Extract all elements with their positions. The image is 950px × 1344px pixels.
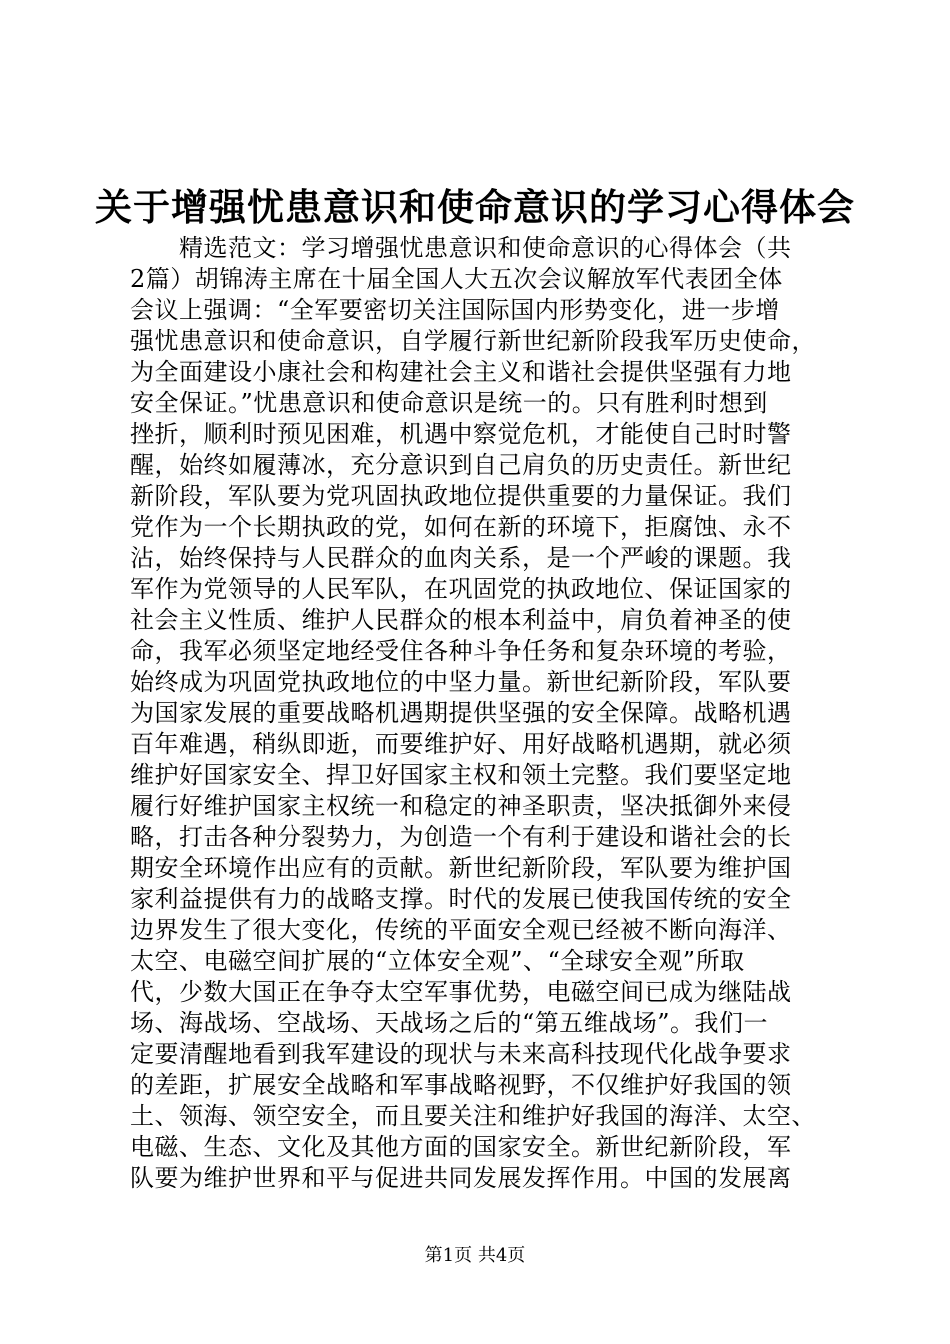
text-line: 社会主义性质、维护人民群众的根本利益中，肩负着神圣的使 bbox=[130, 606, 792, 634]
text-line: 电磁、生态、文化及其他方面的国家安全。新世纪新阶段，军 bbox=[130, 1133, 792, 1161]
text-line: 党作为一个长期执政的党，如何在新的环境下，拒腐蚀、永不 bbox=[130, 513, 792, 541]
text-line: 为全面建设小康社会和构建社会主义和谐社会提供坚强有力地 bbox=[130, 358, 792, 386]
text-line: 沾，始终保持与人民群众的血肉关系，是一个严峻的课题。我 bbox=[130, 544, 792, 572]
text-line: 命，我军必须坚定地经受住各种斗争任务和复杂环境的考验， bbox=[130, 637, 792, 665]
text-line: 为国家发展的重要战略机遇期提供坚强的安全保障。战略机遇 bbox=[130, 699, 792, 727]
text-line: 队要为维护世界和平与促进共同发展发挥作用。中国的发展离 bbox=[130, 1164, 792, 1192]
text-line: 安全保证。”忧患意识和使命意识是统一的。只有胜利时想到 bbox=[130, 389, 768, 417]
text-line: 太空、电磁空间扩展的“立体安全观”、“全球安全观”所取 bbox=[130, 947, 745, 975]
text-line: 履行好维护国家主权统一和稳定的神圣职责，坚决抵御外来侵 bbox=[130, 792, 792, 820]
page-number: 第1页 共4页 bbox=[424, 1245, 526, 1266]
text-line: 场、海战场、空战场、天战场之后的“第五维战场”。我们一 bbox=[130, 1009, 769, 1037]
text-line: 挫折，顺利时预见困难，机遇中察觉危机，才能使自己时时警 bbox=[130, 420, 792, 448]
text-line: 新阶段，军队要为党巩固执政地位提供重要的力量保证。我们 bbox=[130, 482, 792, 510]
text-line: 始终成为巩固党执政地位的中坚力量。新世纪新阶段，军队要 bbox=[130, 668, 792, 696]
text-line: 期安全环境作出应有的贡献。新世纪新阶段，军队要为维护国 bbox=[130, 854, 792, 882]
text-line: 略，打击各种分裂势力，为创造一个有利于建设和谐社会的长 bbox=[130, 823, 792, 851]
text-line: 会议上强调：“全军要密切关注国际国内形势变化，进一步增 bbox=[130, 296, 780, 324]
text-line: 精选范文：学习增强忧患意识和使命意识的心得体会（共 bbox=[130, 234, 792, 262]
text-line: 军作为党领导的人民军队，在巩固党的执政地位、保证国家的 bbox=[130, 575, 792, 603]
text-line: 百年难遇，稍纵即逝，而要维护好、用好战略机遇期，就必须 bbox=[130, 730, 792, 758]
page-title: 关于增强忧患意识和使命意识的学习心得体会 bbox=[95, 186, 855, 229]
text-line: 的差距，扩展安全战略和军事战略视野，不仅维护好我国的领 bbox=[130, 1071, 792, 1099]
text-line: 代，少数大国正在争夺太空军事优势，电磁空间已成为继陆战 bbox=[130, 978, 792, 1006]
text-line: 家利益提供有力的战略支撑。时代的发展已使我国传统的安全 bbox=[130, 885, 792, 913]
text-line: 维护好国家安全、捍卫好国家主权和领土完整。我们要坚定地 bbox=[130, 761, 792, 789]
text-line: 定要清醒地看到我军建设的现状与未来高科技现代化战争要求 bbox=[130, 1040, 792, 1068]
text-line: 土、领海、领空安全，而且要关注和维护好我国的海洋、太空、 bbox=[130, 1102, 816, 1130]
text-line: 强忧患意识和使命意识，自学履行新世纪新阶段我军历史使命， bbox=[130, 327, 816, 355]
text-line: 2篇）胡锦涛主席在十届全国人大五次会议解放军代表团全体 bbox=[130, 265, 783, 293]
body-text bbox=[130, 233, 830, 1194]
text-line: 边界发生了很大变化，传统的平面安全观已经被不断向海洋、 bbox=[130, 916, 792, 944]
text-line: 醒，始终如履薄冰，充分意识到自己肩负的历史责任。新世纪 bbox=[130, 451, 792, 479]
